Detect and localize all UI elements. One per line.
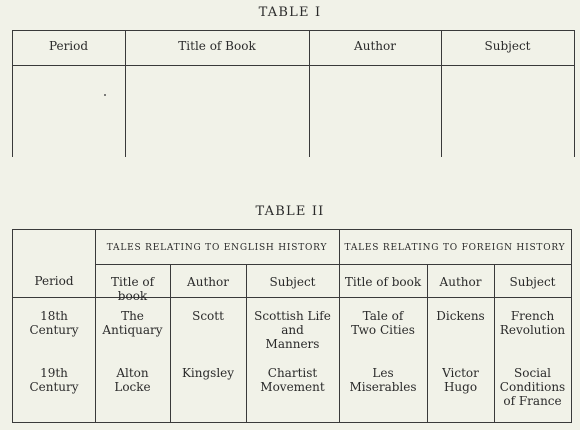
speck xyxy=(104,94,106,96)
table-1 xyxy=(12,30,575,157)
table-1-header-title: Title of Book xyxy=(178,39,256,53)
table-2-row-for-subject: Social Conditions of France xyxy=(499,366,566,408)
table-2-row-for-title: Les Miserables xyxy=(349,366,417,394)
table-1-top-border xyxy=(12,30,575,31)
table-2-subheader-author: Author xyxy=(439,275,482,289)
table-1-header-author: Author xyxy=(354,39,396,53)
table-2-header-period: Period xyxy=(34,274,74,288)
table-2-subheader-subject: Subject xyxy=(509,275,556,289)
table-1-title: TABLE I xyxy=(258,5,322,20)
table-1-header-period: Period xyxy=(48,39,89,53)
table-2-row-eng-author: Scott xyxy=(192,309,224,323)
table-2-subheader-title: Title of book xyxy=(344,275,422,289)
table-2 xyxy=(12,229,572,423)
table-2-group-foreign: TALES RELATING TO FOREIGN HISTORY xyxy=(344,243,566,253)
table-2-row-eng-title: Alton Locke xyxy=(114,366,151,394)
table-2-subheader-author: Author xyxy=(187,275,229,289)
table-1-right-border xyxy=(574,30,575,157)
table-1-header-divider xyxy=(12,65,575,66)
table-2-group-divider xyxy=(95,264,571,265)
table-2-row-eng-subject: Chartist Movement xyxy=(260,366,325,394)
table-2-subheader-title: Title of book xyxy=(110,275,155,303)
table-2-group-english: TALES RELATING TO ENGLISH HISTORY xyxy=(106,243,328,253)
table-2-row-eng-subject: Scottish Life and Manners xyxy=(254,309,331,351)
table-2-row-for-title: Tale of Two Cities xyxy=(351,309,415,337)
table-2-row-for-author: Dickens xyxy=(436,309,485,323)
table-2-row-period: 18th Century xyxy=(29,309,79,337)
table-2-row-period: 19th Century xyxy=(29,366,79,394)
table-2-row-for-subject: French Revolution xyxy=(499,309,566,337)
table-2-row-for-author: Victor Hugo xyxy=(442,366,479,394)
table-2-row-eng-title: The Antiquary xyxy=(102,309,163,337)
table-2-row-eng-author: Kingsley xyxy=(181,366,235,380)
table-2-title: TABLE II xyxy=(255,204,325,219)
table-2-subheader-subject: Subject xyxy=(269,275,316,289)
table-1-header-subject: Subject xyxy=(484,39,531,53)
